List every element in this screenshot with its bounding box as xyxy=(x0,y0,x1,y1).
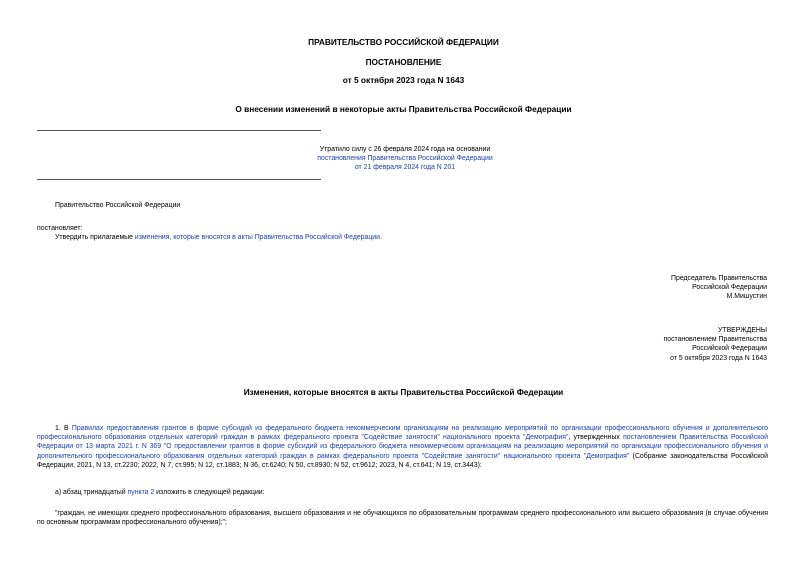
approve-prefix: Утвердить прилагаемые xyxy=(55,234,135,241)
repeal-link-line1[interactable]: постановления Правительства Российской Федерации xyxy=(317,155,493,163)
decrees-word: постановляет: xyxy=(37,225,83,232)
signature-name: М.Мишустин xyxy=(726,293,767,301)
signature-position: Председатель Правительства xyxy=(671,275,767,282)
repeal-notice-text: Утратило силу с 26 февраля 2024 года на основании xyxy=(319,146,491,153)
divider-bottom xyxy=(37,179,321,180)
document-title: О внесении изменений в некоторые акты Правительства Российской Федерации xyxy=(235,104,572,114)
quoted-text: "граждан, не имеющих среднего профессионального образования, высшего образования и не обучающихся по образовательным программам среднего профессионального или высшего образования (в случае обучения по основным программам профессионального обучения);"; xyxy=(37,510,768,527)
approval-heading: УТВЕРЖДЕНЫ xyxy=(718,327,767,334)
approval-line2: постановлением Правительства xyxy=(663,336,767,344)
repeal-notice xyxy=(240,145,570,173)
subitem-a xyxy=(55,488,265,497)
government-subject: Правительство Российской Федерации xyxy=(55,202,181,209)
repeal-link-line2[interactable]: от 21 февраля 2024 года N 201 xyxy=(354,164,456,172)
approval-line3: Российской Федерации xyxy=(692,345,767,353)
a-prefix: а) абзац тринадцатый xyxy=(55,489,128,496)
approval-block xyxy=(664,326,768,363)
p1-prefix: 1. В xyxy=(55,425,72,432)
document-type: ПОСТАНОВЛЕНИЕ xyxy=(365,57,442,67)
document-date: от 5 октября 2023 года N 1643 xyxy=(342,75,465,85)
point-2-link[interactable]: пункта 2 xyxy=(127,489,155,496)
changes-title: Изменения, которые вносятся в акты Правительства Российской Федерации xyxy=(243,387,564,397)
approve-paragraph xyxy=(55,233,382,242)
approve-suffix: . xyxy=(379,234,382,241)
government-heading: ПРАВИТЕЛЬСТВО РОССИЙСКОЙ ФЕДЕРАЦИИ xyxy=(308,37,499,47)
a-suffix: изложить в следующей редакции: xyxy=(154,489,265,496)
resolution-369-link[interactable]: постановлением Правительства Российской Федерации от 13 марта 2021 г. N 369 "О предоставлении грантов в форме субсидий из федерального бюджета некоммерческим организациям на реализацию мероприятий по организации профессионального обучения и дополнительного профессионального образования отдельных категорий граждан в рамках федерального проекта "Содействие занятости" национального проекта "Демография" xyxy=(37,434,768,460)
approval-line4: от 5 октября 2023 года N 1643 xyxy=(670,354,767,362)
rules-link[interactable]: Правилах предоставления грантов в форме субсидий из федерального бюджета некоммерческим организациям на реализацию мероприятий по организации профессионального обучения и дополнительного профессионального образования отдельных категорий граждан в рамках федерального проекта "Содействие занятости" национального проекта "Демография" xyxy=(37,425,769,442)
signature-block xyxy=(671,274,767,302)
p1-suffix: (Собрание законодательства Российской Федерации, 2021, N 13, ст.2230; 2022, N 7, ст.995; N 12, ст.1883; N 36, ст.6240; N 50, ст.8930; N 52, ст.9612; 2023, N 4, ст.641; N 19, ст.3443): xyxy=(37,452,768,469)
p1-mid: , утвержденных xyxy=(568,434,624,442)
signature-country: Российской Федерации xyxy=(692,284,767,292)
change-paragraph-1 xyxy=(37,424,768,470)
divider-top xyxy=(37,130,321,131)
approve-changes-link[interactable]: изменения, которые вносятся в акты Правительства Российской Федерации xyxy=(134,234,380,241)
